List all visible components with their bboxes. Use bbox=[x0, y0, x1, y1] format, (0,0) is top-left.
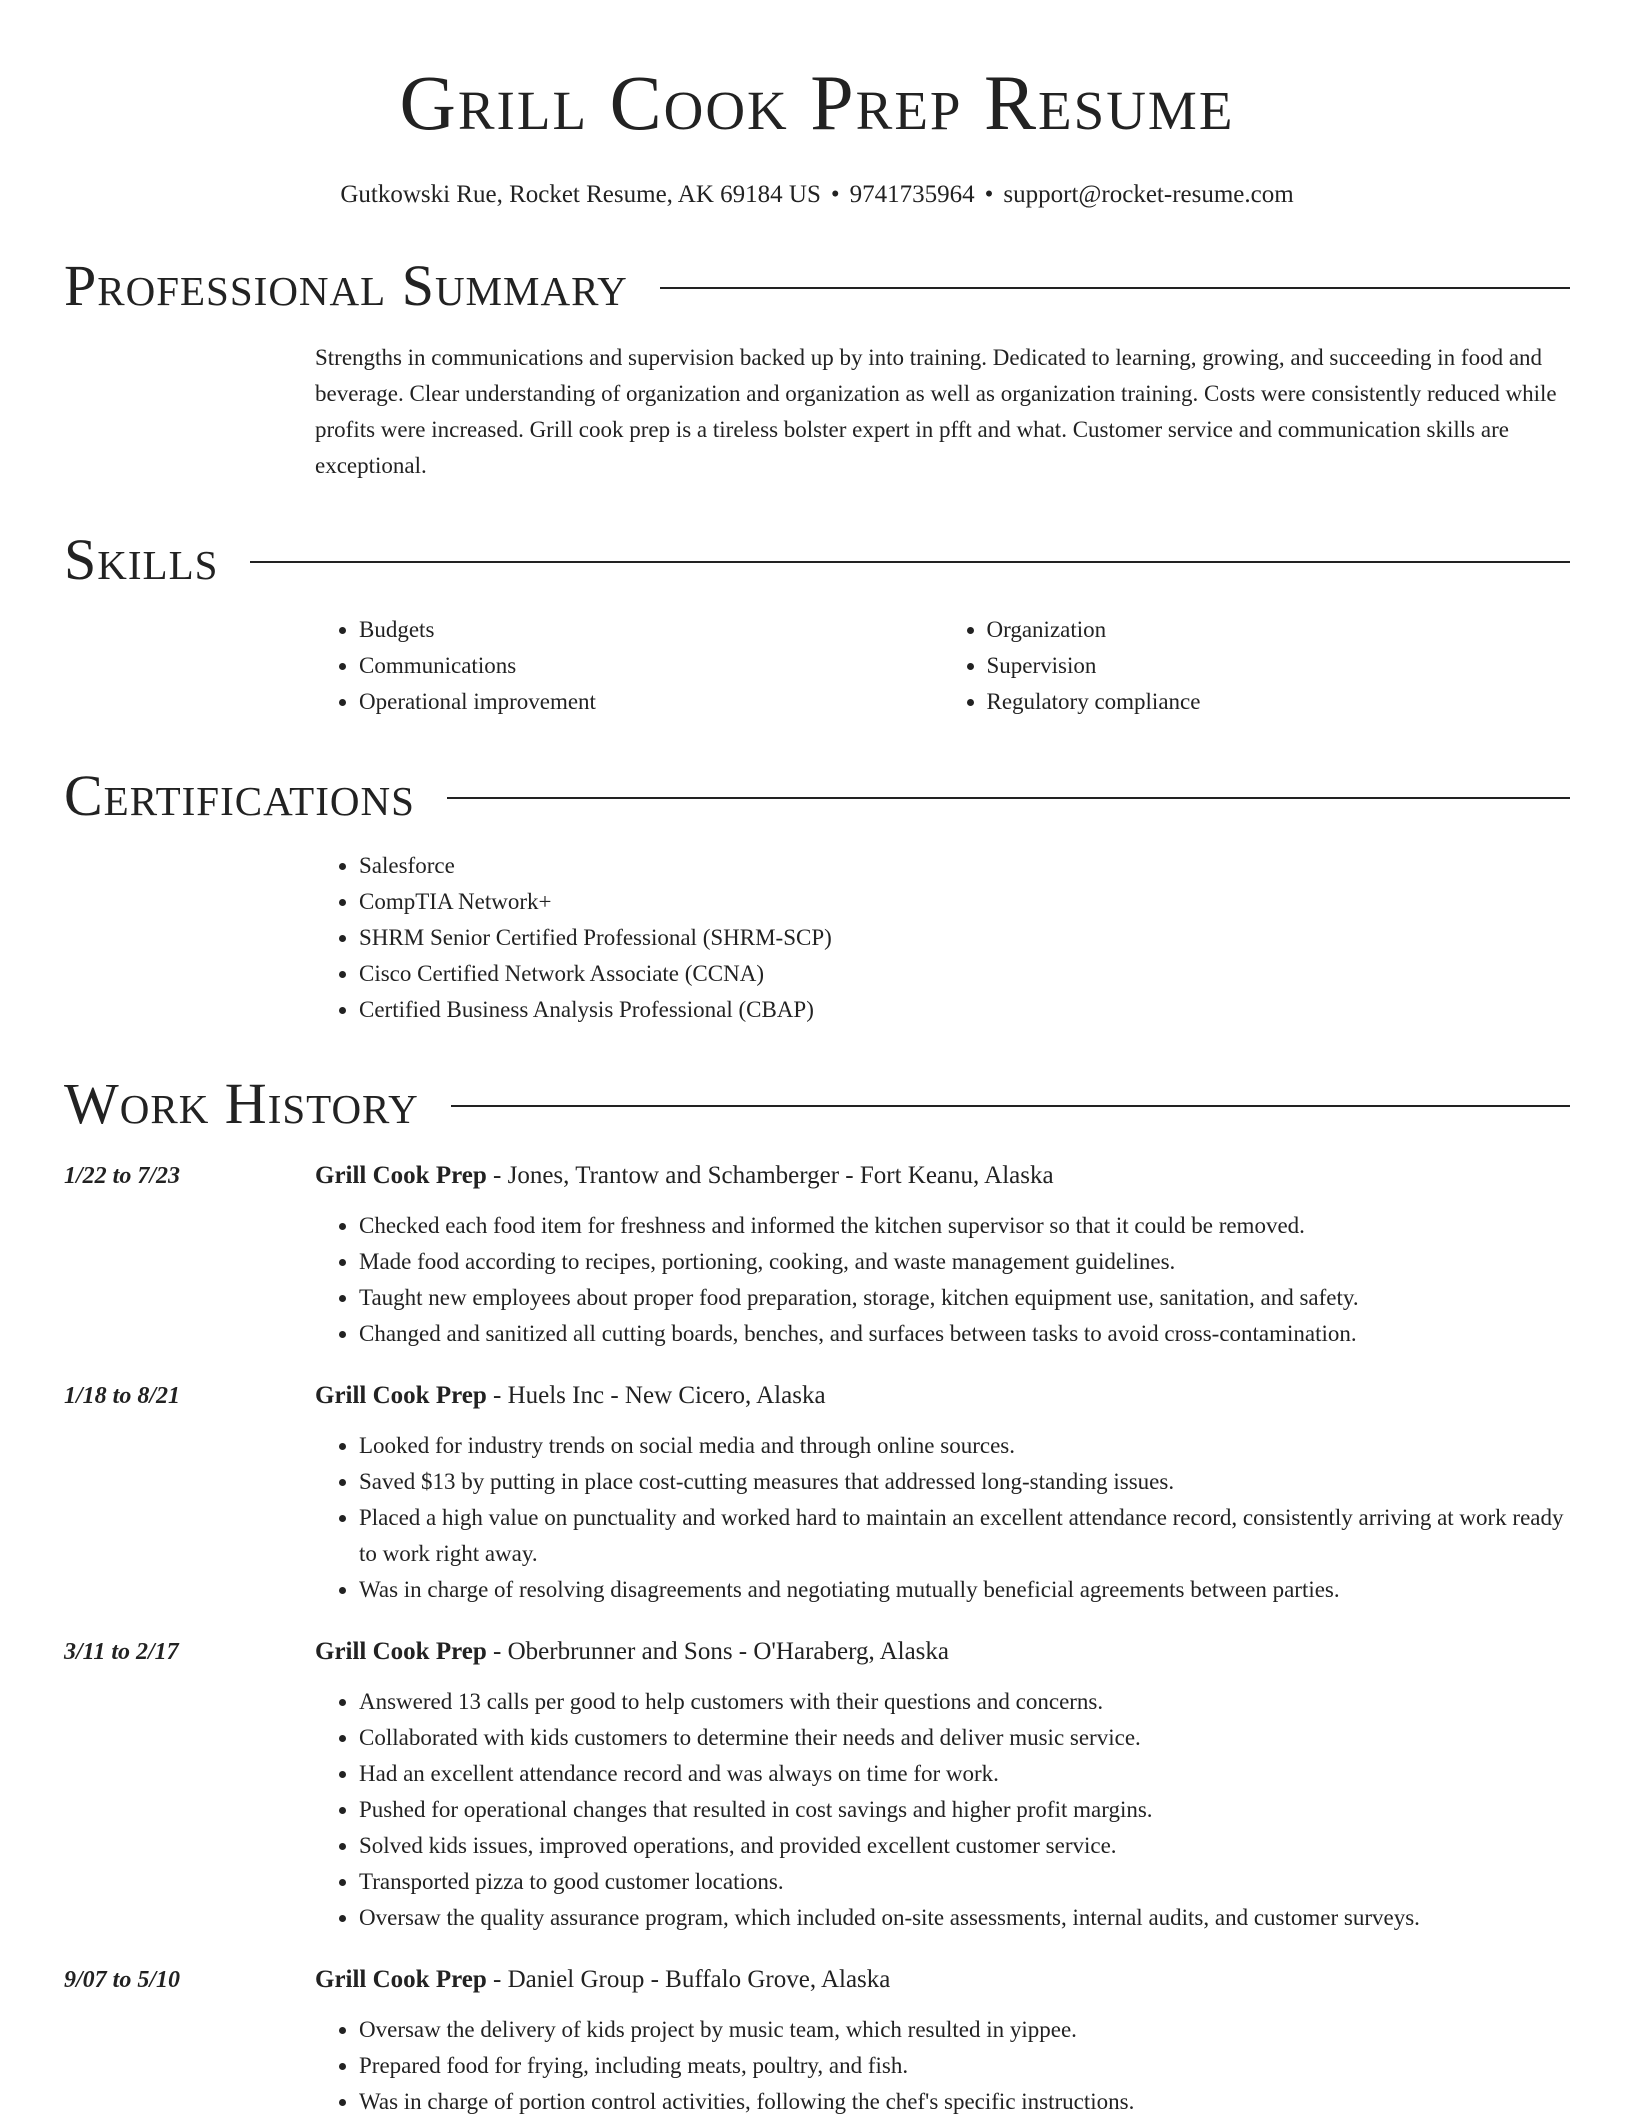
job-employer: - Jones, Trantow and Schamberger - Fort Keanu, Alaska bbox=[486, 1162, 1054, 1189]
job-bullet: • Pushed for operational changes that resulted in cost savings and higher profit margins. bbox=[359, 1792, 1570, 1828]
job-bullets bbox=[315, 1684, 1570, 1936]
job-header bbox=[315, 1378, 1570, 1414]
skill-item: • Budgets bbox=[359, 612, 943, 648]
job-bullet: • Transported pizza to good customer locations. bbox=[359, 1864, 1570, 1900]
contact-separator: • bbox=[830, 181, 840, 208]
job-bullet: • Was in charge of resolving disagreements and negotiating mutually beneficial agreements between parties. bbox=[359, 1572, 1570, 1608]
section-divider bbox=[447, 797, 1570, 799]
job-bullet: • Saved $13 by putting in place cost-cutting measures that addressed long-standing issues. bbox=[359, 1464, 1570, 1500]
resume-page bbox=[64, 0, 1570, 2120]
certifications-section-header bbox=[64, 764, 1570, 828]
job-bullet: • Collaborated with kids customers to determine their needs and deliver music service. bbox=[359, 1720, 1570, 1756]
certification-item: • SHRM Senior Certified Professional (SHRM-SCP) bbox=[359, 920, 1570, 956]
contact-address: Gutkowski Rue, Rocket Resume, AK 69184 US bbox=[340, 181, 821, 208]
job-employer: - Huels Inc - New Cicero, Alaska bbox=[486, 1382, 826, 1409]
job-bullet: • Changed and sanitized all cutting boards, benches, and surfaces between tasks to avoid cross-contamination. bbox=[359, 1316, 1570, 1352]
job-bullet: • Had an excellent attendance record and was always on time for work. bbox=[359, 1756, 1570, 1792]
job-title: Grill Cook Prep bbox=[315, 1162, 487, 1189]
contact-separator: • bbox=[984, 181, 994, 208]
job-details bbox=[315, 1962, 1570, 2120]
job-bullet: • Solved kids issues, improved operations, and provided excellent customer service. bbox=[359, 1828, 1570, 1864]
summary-text: Strengths in communications and supervision backed up by into training. Dedicated to learning, growing, and succeeding in food and beverage. Clear understanding of organization and organization as well as organization training. Costs were consistently reduced while profits were increased. Grill cook prep is a tireless bolster expert in pfft and what. Customer service and communication skills are exceptional. bbox=[315, 345, 1557, 478]
job-bullet: • Placed a high value on punctuality and worked hard to maintain an excellent attendance record, consistently arriving at work ready to work right away. bbox=[359, 1500, 1570, 1572]
work-history-heading: Work History bbox=[64, 1071, 419, 1136]
job-bullet: • Prepared food for frying, including meats, poultry, and fish. bbox=[359, 2048, 1570, 2084]
job-dates: 3/11 to 2/17 bbox=[64, 1639, 179, 1665]
skill-item: • Operational improvement bbox=[359, 684, 943, 720]
certifications-section bbox=[315, 848, 1570, 1028]
contact-email: support@rocket-resume.com bbox=[1003, 181, 1294, 208]
job-bullet: • Checked each food item for freshness and informed the kitchen supervisor so that it could be removed. bbox=[359, 1208, 1570, 1244]
certifications-list bbox=[315, 848, 1570, 1028]
skill-item: • Regulatory compliance bbox=[987, 684, 1571, 720]
job-dates: 9/07 to 5/10 bbox=[64, 1967, 181, 1993]
job-bullets bbox=[315, 1428, 1570, 1608]
job-title: Grill Cook Prep bbox=[315, 1382, 487, 1409]
job-bullet: • Made food according to recipes, portioning, cooking, and waste management guidelines. bbox=[359, 1244, 1570, 1280]
job-bullet: • Was in charge of portion control activities, following the chef's specific instructions. bbox=[359, 2084, 1570, 2120]
job-header bbox=[315, 1634, 1570, 1670]
job-details bbox=[315, 1634, 1570, 1936]
job-title: Grill Cook Prep bbox=[315, 1966, 487, 1993]
section-divider bbox=[451, 1105, 1570, 1107]
job-details bbox=[315, 1158, 1570, 1352]
job-details bbox=[315, 1378, 1570, 1608]
certifications-heading: Certifications bbox=[64, 763, 415, 828]
summary-section bbox=[315, 340, 1570, 484]
certification-item: • Salesforce bbox=[359, 848, 1570, 884]
job-dates: 1/18 to 8/21 bbox=[64, 1383, 181, 1409]
job-bullet: • Answered 13 calls per good to help customers with their questions and concerns. bbox=[359, 1684, 1570, 1720]
skill-item: • Communications bbox=[359, 648, 943, 684]
job-bullet: • Oversaw the delivery of kids project by music team, which resulted in yippee. bbox=[359, 2012, 1570, 2048]
skills-section bbox=[315, 612, 1570, 720]
contact-line bbox=[64, 180, 1570, 210]
job-bullets bbox=[315, 2012, 1570, 2120]
job-header bbox=[315, 1158, 1570, 1194]
section-divider bbox=[660, 287, 1570, 289]
job-title: Grill Cook Prep bbox=[315, 1638, 487, 1665]
job-entry bbox=[64, 1634, 1570, 1936]
job-entry bbox=[64, 1378, 1570, 1608]
job-entry bbox=[64, 1158, 1570, 1352]
skills-list-right bbox=[943, 612, 1571, 720]
job-header bbox=[315, 1962, 1570, 1998]
job-employer: - Daniel Group - Buffalo Grove, Alaska bbox=[486, 1966, 891, 1993]
job-bullet: • Looked for industry trends on social media and through online sources. bbox=[359, 1428, 1570, 1464]
skills-list-left bbox=[315, 612, 943, 720]
job-entry bbox=[64, 1962, 1570, 2120]
job-dates: 1/22 to 7/23 bbox=[64, 1163, 181, 1189]
skill-item: • Supervision bbox=[987, 648, 1571, 684]
certification-item: • CompTIA Network+ bbox=[359, 884, 1570, 920]
contact-phone: 9741735964 bbox=[849, 181, 975, 208]
job-employer: - Oberbrunner and Sons - O'Haraberg, Alaska bbox=[486, 1638, 950, 1665]
section-divider bbox=[250, 561, 1570, 563]
resume-title: Grill Cook Prep Resume bbox=[399, 59, 1235, 146]
work-history-section-header bbox=[64, 1072, 1570, 1136]
job-bullet: • Oversaw the quality assurance program, which included on-site assessments, internal audits, and customer surveys. bbox=[359, 1900, 1570, 1936]
summary-heading: Professional Summary bbox=[64, 253, 628, 318]
skills-section-header bbox=[64, 528, 1570, 592]
job-bullet: • Taught new employees about proper food preparation, storage, kitchen equipment use, sanitation, and safety. bbox=[359, 1280, 1570, 1316]
certification-item: • Cisco Certified Network Associate (CCNA) bbox=[359, 956, 1570, 992]
skill-item: • Organization bbox=[987, 612, 1571, 648]
skills-heading: Skills bbox=[64, 527, 219, 592]
job-bullets bbox=[315, 1208, 1570, 1352]
certification-item: • Certified Business Analysis Professional (CBAP) bbox=[359, 992, 1570, 1028]
summary-section-header bbox=[64, 254, 1570, 318]
